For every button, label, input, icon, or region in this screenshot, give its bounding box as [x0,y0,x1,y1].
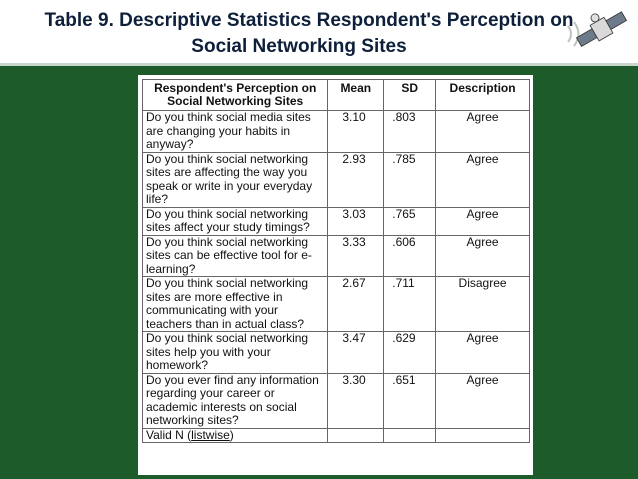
description-cell: Disagree [436,277,530,332]
mean-cell: 3.03 [328,207,384,235]
empty-cell [328,428,384,443]
sd-cell: .785 [384,152,436,207]
question-cell: Do you think social networking sites can be effective tool for e-learning? [143,235,328,277]
header-mean: Mean [328,80,384,111]
valid-n-prefix: Valid N ( [146,427,192,442]
table-footer-row [143,428,530,443]
description-cell: Agree [436,111,530,153]
mean-cell: 2.93 [328,152,384,207]
statistics-table [142,79,530,443]
table-row [143,207,530,235]
sd-cell: .651 [384,373,436,428]
mean-cell: 3.30 [328,373,384,428]
table-row [143,277,530,332]
empty-cell [436,428,530,443]
mean-cell: 3.33 [328,235,384,277]
mean-cell: 3.10 [328,111,384,153]
question-cell: Do you think social networking sites are affecting the way you speak or write in your everyday life? [143,152,328,207]
question-cell: Do you think social networking sites help you with your homework? [143,332,328,374]
table-row [143,111,530,153]
title-line-2: Social Networking Sites [191,36,407,57]
header-perception: Respondent's Perception on Social Networking Sites [143,80,328,111]
header-sd: SD [384,80,436,111]
sd-cell: .629 [384,332,436,374]
satellite-icon [562,2,634,62]
sd-cell: .711 [384,277,436,332]
description-cell: Agree [436,373,530,428]
question-cell: Do you think social networking sites affect your study timings? [143,207,328,235]
listwise-link: listwise [191,427,230,442]
question-cell: Do you think social networking sites are more effective in communicating with your teachers than in actual class? [143,277,328,332]
description-cell: Agree [436,152,530,207]
table-header-row [143,80,530,111]
title-line-1: Table 9. Descriptive Statistics Respondent's Perception on [44,10,574,31]
description-cell: Agree [436,207,530,235]
statistics-table-panel [138,75,533,475]
valid-n-cell [143,428,328,443]
slide-title [0,8,638,60]
mean-cell: 2.67 [328,277,384,332]
description-cell: Agree [436,332,530,374]
header-description: Description [436,80,530,111]
table-row [143,235,530,277]
empty-cell [384,428,436,443]
sd-cell: .606 [384,235,436,277]
table-row [143,152,530,207]
table-row [143,373,530,428]
valid-n-suffix: ) [229,427,234,442]
sd-cell: .803 [384,111,436,153]
description-cell: Agree [436,235,530,277]
sd-cell: .765 [384,207,436,235]
mean-cell: 3.47 [328,332,384,374]
question-cell: Do you think social media sites are changing your habits in anyway? [143,111,328,153]
table-row [143,332,530,374]
question-cell: Do you ever find any information regarding your career or academic interests on social networking sites? [143,373,328,428]
